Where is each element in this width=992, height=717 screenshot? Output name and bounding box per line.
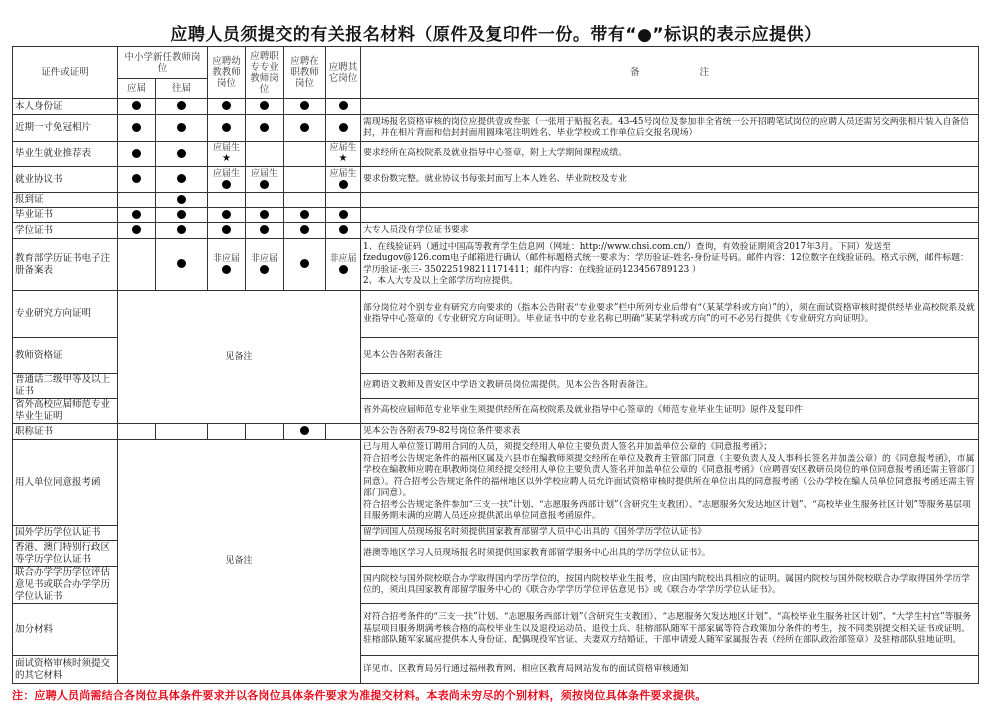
mark-cell (118, 115, 156, 142)
header-remark-a: 备 (629, 67, 700, 78)
filled-circle-icon (177, 210, 186, 219)
item-name: 面试资格审核时须提交的其它材料 (13, 656, 118, 684)
mark-cell (326, 208, 361, 223)
table-row (13, 291, 979, 338)
mark-cell (118, 208, 156, 223)
filled-circle-icon (300, 426, 309, 435)
filled-circle-icon (132, 149, 141, 158)
mark-cell (284, 193, 326, 208)
item-name: 报到证 (13, 193, 118, 208)
remark-cell: 应聘语文教师及晋安区中学语文教研员岗位需提供。见本公告各附表备注。 (361, 374, 979, 399)
remark-line: 符合招考公告规定条件的福州区属及六县市在编教师须提交经所在单位及教育主管部门同意（主要负责人及人事科长签名并加盖公章）的《同意报考函》，市属学校在编教师应聘在职教师岗位须经提交经用人单位主要负责人签名并加盖单位公章的《同意报考函》（应聘晋安区教研员岗位的单位同意报考函还需主管部门同意）。符合招考公告规定条件的福州地区以外学校应聘人员允许面试资格审核时提供所在单位出具的同意报考函（公办学校在编人员单位同意报考函还需主管部门同意）。 (363, 453, 975, 499)
mark-cell (208, 424, 246, 440)
item-name: 本人身份证 (13, 99, 118, 115)
remark-cell: 大专人员没有学位证书要求 (361, 223, 979, 239)
remark-cell: 国内院校与国外院校联合办学取得国内学历学位的，按国内院校毕业生报考，应由国内院校出具相应的证明。属国内院校与国外院校联合办学取得国外学历学位的，须出具国家教育部留学服务中心的《联合办学学历学位评估意见书》或《联合办学学历学位认证书》。 (361, 567, 979, 604)
item-name: 联合办学学历学位评估意见书或联合办学学历学位认证书 (13, 567, 118, 604)
filled-circle-icon (132, 123, 141, 132)
mark-cell (208, 208, 246, 223)
item-name: 教育部学历证书电子注册备案表 (13, 239, 118, 291)
item-name: 毕业生就业推荐表 (13, 142, 118, 167)
filled-circle-icon (260, 265, 269, 274)
document-title: 应聘人员须提交的有关报名材料（原件及复印件一份。带有“●”标识的表示应提供） (170, 25, 822, 45)
filled-circle-icon (300, 259, 309, 268)
remark-cell: 需现场报名资格审核的岗位应提供壹或叁张（一张用于贴报名表。43-45号岗位及参加非全省统一公开招聘笔试岗位的应聘人员还需另交两张相片装入自备信封，并在相片背面和信封封面用圆珠笔注明姓名、毕业学校或工作单位后交报名现场） (361, 115, 979, 142)
mark-cell (156, 208, 208, 223)
mark-cell (326, 239, 361, 291)
mark-cell (208, 193, 246, 208)
filled-circle-icon (260, 225, 269, 234)
mark-cell (208, 167, 246, 193)
table-row (13, 223, 979, 239)
header-remark-b: 注 (699, 67, 710, 78)
filled-circle-icon (300, 210, 309, 219)
table-row (13, 115, 979, 142)
mark-cell (284, 208, 326, 223)
see-remarks-merged: 见备注 (118, 291, 361, 424)
remark-line: 已与用人单位签订聘用合同的人员，须提交经用人单位主要负责人签名并加盖单位公章的《同意报考函》； (363, 442, 773, 453)
filled-circle-icon (132, 225, 141, 234)
filled-circle-icon (339, 123, 348, 132)
item-name: 教师资格证 (13, 338, 118, 374)
mark-cell (118, 239, 156, 291)
item-name: 国外学历学位认证书 (13, 526, 118, 541)
remark-cell: 对符合招考条件的“三支一扶”计划、“志愿服务西部计划”（含研究生支教团）、“志愿服务欠发达地区计划”、“高校毕业生服务社区计划”、“大学生村官”等服务基层项目服务期满考核合格的高校毕业生以及退役运动员、退役士兵、驻榕部队随军干部家属等符合政策加分条件的考生，按不同类别提交相关证书或证明。驻榕部队随军家属应提供本人身份证、配偶现役军官证、夫妻双方结婚证、干部申请爱人随军家属报告表（经所在部队政治部签章）及驻榕部队驻地证明。 (361, 604, 979, 656)
filled-circle-icon (300, 225, 309, 234)
mark-cell (156, 239, 208, 291)
table-row (13, 99, 979, 115)
footnote: 注：应聘人员尚需结合各岗位具体条件要求并以各岗位具体条件要求为准提交材料。本表尚未穷尽的个别材料，须按岗位具体条件要求提供。 (12, 689, 707, 702)
filled-circle-icon (132, 101, 141, 110)
mark-cell (118, 223, 156, 239)
condition-label: 非应届 (329, 253, 357, 264)
condition-label: 非应届 (213, 253, 241, 264)
mark-cell (284, 115, 326, 142)
mark-cell (284, 424, 326, 440)
mark-cell (208, 99, 246, 115)
filled-circle-icon (260, 210, 269, 219)
remark-line: 符合招考公告规定条件参加“三支一扶”计划、“志愿服务西部计划”（含研究生支教团）、“志愿服务欠发达地区计划”、“高校毕业生服务社区计划”等服务基层项目服务期未满的应聘人员还应提供派出单位同意报考函原件。 (363, 499, 971, 522)
remark-cell: 港澳等地区学习人员现场报名时须提供国家教育部留学服务中心出具的学历学位认证书》。 (361, 541, 979, 567)
item-name: 近期一寸免冠相片 (13, 115, 118, 142)
mark-cell (156, 115, 208, 142)
remark-cell (361, 99, 979, 115)
filled-circle-icon (260, 101, 269, 110)
item-name: 就业协议书 (13, 167, 118, 193)
remark-cell: 留学回国人员现场报名时须提供国家教育部留学人员中心出具的《国外学历学位认证书》 (361, 526, 979, 541)
filled-circle-icon (222, 265, 231, 274)
mark-cell (118, 142, 156, 167)
filled-circle-icon (222, 101, 231, 110)
table-row (13, 208, 979, 223)
remark-cell: 要求份数完整。就业协议书每张封面写上本人姓名、毕业院校及专业 (361, 167, 979, 193)
condition-label: 应届生 (329, 168, 357, 179)
item-name: 普通话二级甲等及以上证书 (13, 374, 118, 399)
filled-circle-icon (177, 101, 186, 110)
header-fresh: 应届 (118, 79, 156, 99)
mark-cell (246, 424, 284, 440)
header-past: 往届 (156, 79, 208, 99)
filled-circle-icon (177, 195, 186, 204)
filled-circle-icon (339, 210, 348, 219)
mark-cell (246, 193, 284, 208)
filled-circle-icon (177, 259, 186, 268)
remark-line: 2、本人大专及以上全部学历均应提供。 (363, 276, 519, 286)
mark-cell (156, 193, 208, 208)
mark-cell (326, 99, 361, 115)
mark-cell (118, 99, 156, 115)
remark-cell: 部分岗位对个别专业有研究方向要求的（指本公告附表“专业要求”栏中所列专业后带有“（某某学科或方向）”的），须在面试资格审核时提供经毕业高校院系及就业指导中心签章的《专业研究方向证明》。毕业证书中的专业名称已明确“某某学科或方向”的可不必另行提供《专业研究方向证明》。 (361, 291, 979, 338)
star-icon: ★ (222, 153, 231, 164)
mark-cell (156, 223, 208, 239)
mark-cell (118, 424, 156, 440)
filled-circle-icon (177, 149, 186, 158)
mark-cell (246, 239, 284, 291)
item-name: 职称证书 (13, 424, 118, 440)
mark-cell (156, 142, 208, 167)
header-vocational: 应聘职专专业教师岗位 (246, 47, 284, 99)
condition-label: 非应届 (251, 253, 279, 264)
remark-cell (361, 208, 979, 223)
star-icon: ★ (338, 153, 348, 164)
table-row (13, 239, 979, 291)
item-name: 学位证书 (13, 223, 118, 239)
mark-cell (118, 193, 156, 208)
mark-cell (284, 239, 326, 291)
item-name: 专业研究方向证明 (13, 291, 118, 338)
remark-cell: 见本公告各附表79-82号岗位条件要求表 (361, 424, 979, 440)
filled-circle-icon (132, 174, 141, 183)
mark-cell (284, 99, 326, 115)
condition-label: 应届生 (213, 168, 241, 179)
header-primary-group: 中小学新任教师岗位 (118, 47, 208, 79)
filled-circle-icon (177, 123, 186, 132)
item-name: 香港、澳门特别行政区等学历学位认证书 (13, 541, 118, 567)
remark-cell: 见本公告各附表备注 (361, 338, 979, 374)
filled-circle-icon (222, 180, 231, 189)
table-row (13, 142, 979, 167)
mark-cell (326, 115, 361, 142)
mark-cell (208, 142, 246, 167)
mark-cell (326, 193, 361, 208)
mark-cell (246, 208, 284, 223)
mark-cell (326, 142, 361, 167)
filled-circle-icon (339, 101, 348, 110)
item-name: 加分材料 (13, 604, 118, 656)
mark-cell (284, 223, 326, 239)
mark-cell (284, 167, 326, 193)
filled-circle-icon (339, 225, 348, 234)
remark-cell: 省外高校应届师范专业毕业生须提供经所在高校院系及就业指导中心签章的《师范专业毕业生证明》原件及复印件 (361, 399, 979, 424)
condition-label: 应届生 (251, 168, 279, 179)
mark-cell (246, 167, 284, 193)
header-inservice: 应聘在职教师岗位 (284, 47, 326, 99)
remark-cell: 要求经所在高校院系及就业指导中心签章，附上大学期间课程成绩。 (361, 142, 979, 167)
mark-cell (326, 167, 361, 193)
header-other: 应聘其它岗位 (326, 47, 361, 99)
mark-cell (246, 115, 284, 142)
materials-table (12, 46, 979, 684)
mark-cell (156, 99, 208, 115)
mark-cell (156, 424, 208, 440)
header-remarks (361, 47, 979, 99)
mark-cell (326, 223, 361, 239)
filled-circle-icon (300, 123, 309, 132)
filled-circle-icon (222, 123, 231, 132)
mark-cell (156, 167, 208, 193)
filled-circle-icon (177, 225, 186, 234)
mark-cell (326, 424, 361, 440)
filled-circle-icon (260, 123, 269, 132)
remark-line: 1、在线验证码（通过中国高等教育学生信息网（网址：http://www.chsi.com.cn/）查询，有效验证期须含2017年3月。下同）发送至fzedugov@126.com电子邮箱进行确认（邮件标题格式统一要求为：学历验证-姓名-身份证号码。邮件内容：12位数字在线验证码。格式示例，邮件标题：学历验证-张三- 350225198211171411；邮件内容：在线验证码123456789123 ） (363, 241, 969, 275)
table-row (13, 167, 979, 193)
item-name: 毕业证书 (13, 208, 118, 223)
mark-cell (246, 223, 284, 239)
table-row (13, 424, 979, 440)
filled-circle-icon (222, 210, 231, 219)
header-item: 证件或证明 (13, 47, 118, 99)
filled-circle-icon (260, 180, 269, 189)
remark-cell (361, 239, 979, 291)
remark-cell (361, 193, 979, 208)
mark-cell (118, 167, 156, 193)
item-name: 省外高校应届师范专业毕业生证明 (13, 399, 118, 424)
filled-circle-icon (339, 265, 348, 274)
table-row (13, 193, 979, 208)
mark-cell (284, 142, 326, 167)
remark-cell: 详见市、区教育局另行通过福州教育网、相应区教育局网站发布的面试资格审核通知 (361, 656, 979, 684)
condition-label: 应届生 (329, 143, 357, 153)
table-row (13, 440, 979, 526)
mark-cell (208, 115, 246, 142)
remark-cell (361, 440, 979, 526)
filled-circle-icon (132, 210, 141, 219)
mark-cell (246, 99, 284, 115)
mark-cell (246, 142, 284, 167)
mark-cell (208, 223, 246, 239)
mark-cell (208, 239, 246, 291)
condition-label: 应届生 (213, 143, 241, 153)
filled-circle-icon (222, 225, 231, 234)
item-name: 用人单位同意报考函 (13, 440, 118, 526)
header-kindergarten: 应聘幼教教师岗位 (208, 47, 246, 99)
filled-circle-icon (339, 180, 348, 189)
filled-circle-icon (300, 101, 309, 110)
see-remarks-merged: 见备注 (118, 440, 361, 684)
filled-circle-icon (177, 174, 186, 183)
